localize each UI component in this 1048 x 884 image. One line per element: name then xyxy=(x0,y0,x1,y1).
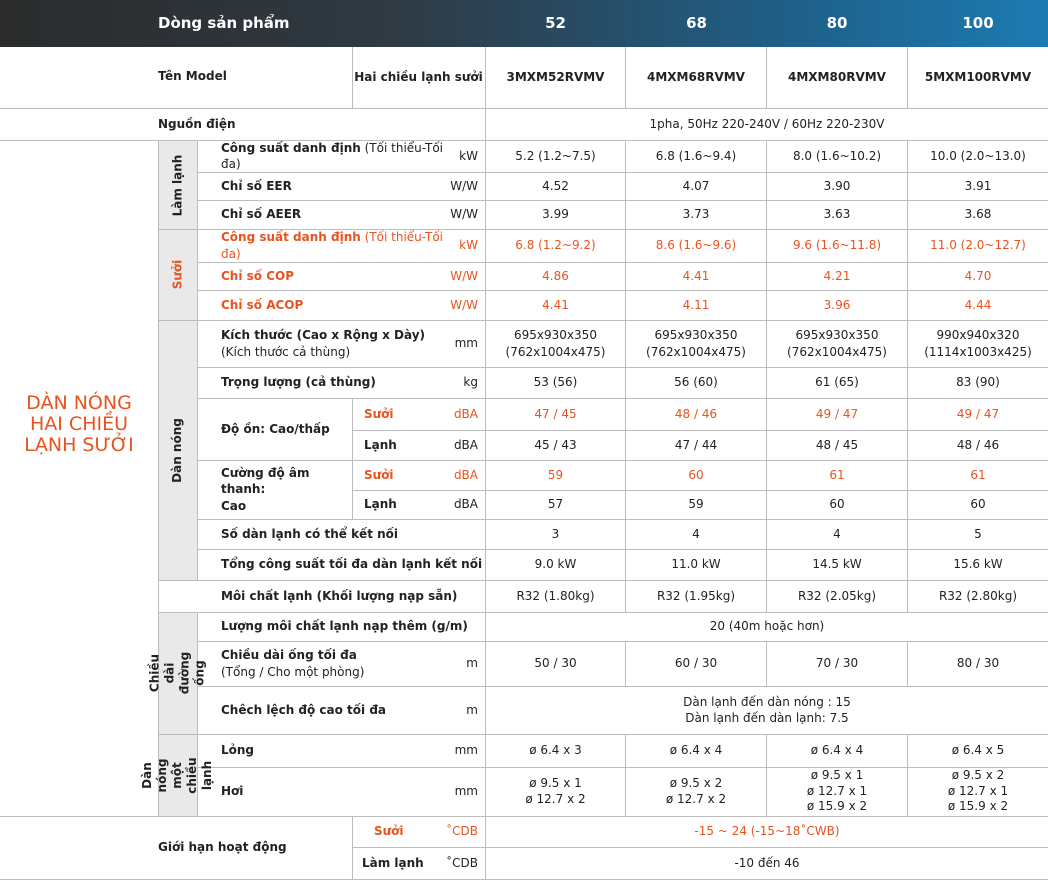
value-cell: 4.44 xyxy=(964,297,992,312)
value-cell: 4.11 xyxy=(682,297,710,312)
value-cell: 59 xyxy=(547,467,564,482)
group-label-cooling: Làm lạnh xyxy=(170,154,185,216)
unit: m xyxy=(466,702,478,717)
header-col-1: 52 xyxy=(545,14,566,32)
value-cell: 4.41 xyxy=(682,268,710,283)
value-cell: R32 (1.95kg) xyxy=(656,588,736,603)
value-cell: 3.63 xyxy=(823,207,851,222)
value-cell: 4.70 xyxy=(964,268,992,283)
model-sub-label: Hai chiều lạnh sưởi xyxy=(354,70,483,85)
group-label-single-cooling: Dàn nóng một chiều lạnh xyxy=(140,756,214,794)
unit: kg xyxy=(463,375,478,390)
value-cell: 61 (65) xyxy=(815,375,859,390)
header-col-2: 68 xyxy=(686,14,707,32)
unit: kW xyxy=(459,148,478,163)
row-label-operating-limits: Giới hạn hoạt động xyxy=(158,840,287,855)
row-label-extra-charge: Lượng môi chất lạnh nạp thêm (g/m) xyxy=(221,619,468,634)
row-label-total: Tổng công suất tối đa dàn lạnh kết nối xyxy=(221,557,483,572)
row-label-noise: Độ ồn: Cao/thấp xyxy=(221,421,330,436)
unit: mm xyxy=(454,784,478,799)
value-cell: 4.21 xyxy=(823,268,851,283)
value-cell: R32 (2.80kg) xyxy=(938,588,1018,603)
value-cell: 11.0 (2.0~12.7) xyxy=(930,238,1026,253)
value-cell: 4.52 xyxy=(542,178,569,193)
value-cell: ø 6.4 x 4 xyxy=(810,743,864,758)
value-cell: ø 9.5 x 2 ø 12.7 x 1 ø 15.9 x 2 xyxy=(947,768,1009,814)
value-cell: 45 / 43 xyxy=(534,437,577,452)
unit: dBA xyxy=(453,467,478,482)
value-cell: 990x940x320 (1114x1003x425) xyxy=(924,328,1032,359)
value-cell: ø 6.4 x 4 xyxy=(669,743,723,758)
row-label-sound: Cường độ âm thanh: Cao xyxy=(221,466,310,513)
value-cell: 695x930x350 (762x1004x475) xyxy=(646,328,746,359)
group-label-heating: Sưởi xyxy=(169,259,184,290)
power-value: 1pha, 50Hz 220-240V / 60Hz 220-230V xyxy=(649,116,885,131)
row-label-units: Số dàn lạnh có thể kết nối xyxy=(221,526,399,541)
value-cell: R32 (1.80kg) xyxy=(516,588,595,603)
value-cell: 3.90 xyxy=(823,178,851,193)
unit: W/W xyxy=(450,268,478,283)
value-cell: 3.73 xyxy=(682,207,710,222)
row-label-weight: Trọng lượng (cả thùng) xyxy=(221,375,376,390)
header-title: Dòng sản phẩm xyxy=(158,14,290,32)
row-label-gas: Hơi xyxy=(221,784,244,799)
sub-label-heat: Sưởi xyxy=(364,467,394,482)
unit: dBA xyxy=(453,437,478,452)
value-cell: 59 xyxy=(688,497,704,512)
value-cell: 8.6 (1.6~9.6) xyxy=(655,238,737,253)
row-label-aeer: Chỉ số AEER xyxy=(221,207,302,222)
value-cell: 60 / 30 xyxy=(674,656,718,671)
value-cell: ø 6.4 x 3 xyxy=(529,743,582,758)
value-cell: 50 / 30 xyxy=(534,656,577,671)
value-cell: ø 9.5 x 1 ø 12.7 x 2 xyxy=(525,775,586,806)
value-cell: 4 xyxy=(692,526,700,541)
unit: W/W xyxy=(450,207,478,222)
value-cell: 49 / 47 xyxy=(815,406,859,421)
unit: kW xyxy=(459,238,478,253)
value-cell: 6.8 (1.6~9.4) xyxy=(655,148,737,163)
unit: W/W xyxy=(450,297,478,312)
value-cell: 48 / 45 xyxy=(815,437,859,452)
value-cell: 9.6 (1.6~11.8) xyxy=(792,238,882,253)
value-cell: 80 / 30 xyxy=(956,656,1000,671)
value-cell: 6.8 (1.2~9.2) xyxy=(515,238,596,253)
value-cell: 20 (40m hoặc hơn) xyxy=(709,619,825,634)
unit: W/W xyxy=(450,178,478,193)
sub-label-cool: Làm lạnh xyxy=(362,855,424,870)
value-cell: 14.5 kW xyxy=(812,557,862,572)
unit: dBA xyxy=(453,406,478,421)
row-label-eer: Chỉ số EER xyxy=(221,178,292,193)
value-cell: 83 (90) xyxy=(956,375,1000,390)
value-cell: Dàn lạnh đến dàn nóng : 15 Dàn lạnh đến dàn lạnh: 7.5 xyxy=(683,694,851,725)
unit: m xyxy=(466,656,478,671)
value-cell: 48 / 46 xyxy=(956,437,1000,452)
row-label-cool-capacity: Công suất danh định (Tối thiểu-Tối đa) xyxy=(221,140,443,171)
value-cell: 3.68 xyxy=(964,207,992,222)
sub-label-heat: Sưởi xyxy=(374,824,404,839)
row-label-acop: Chỉ số ACOP xyxy=(221,297,304,312)
header-col-3: 80 xyxy=(826,14,848,32)
value-cell: 10.0 (2.0~13.0) xyxy=(930,148,1026,163)
value-cell: 5 xyxy=(974,526,982,541)
value-cell: 3.91 xyxy=(964,178,992,193)
row-label-pipe-length: Chiều dài ống tối đa (Tổng / Cho một phòng) xyxy=(221,648,365,679)
value-cell: 4.86 xyxy=(542,268,569,283)
group-label-outdoor: Dàn nóng xyxy=(170,417,185,483)
unit: mm xyxy=(454,743,478,758)
value-cell: 47 / 45 xyxy=(534,406,577,421)
row-label-cop: Chỉ số COP xyxy=(221,268,295,283)
unit: dBA xyxy=(453,497,478,512)
value-cell: 695x930x350 (762x1004x475) xyxy=(505,328,606,359)
value-cell: 695x930x350 (762x1004x475) xyxy=(787,328,887,359)
value-cell: 47 / 44 xyxy=(674,437,718,452)
value-cell: 49 / 47 xyxy=(956,406,1000,421)
sub-label-cool: Lạnh xyxy=(364,437,397,452)
value-cell: 61 xyxy=(829,467,845,482)
row-label-height: Chêch lệch độ cao tối đa xyxy=(221,702,387,717)
value-cell: 11.0 kW xyxy=(671,557,721,572)
value-cell: ø 9.5 x 1 ø 12.7 x 1 ø 15.9 x 2 xyxy=(806,768,868,814)
unit: mm xyxy=(454,336,478,351)
value-cell: 56 (60) xyxy=(674,375,718,390)
row-label-refrigerant: Môi chất lạnh (Khối lượng nạp sẵn) xyxy=(221,588,458,603)
header-col-4: 100 xyxy=(962,14,994,32)
value-cell: 3.96 xyxy=(823,297,851,312)
value-cell: 57 xyxy=(547,497,564,512)
row-label-liquid: Lỏng xyxy=(221,743,255,758)
value-cell: 9.0 kW xyxy=(534,557,577,572)
value-cell: 4.07 xyxy=(682,178,710,193)
unit: ˚CDB xyxy=(446,824,478,839)
value-cell: 8.0 (1.6~10.2) xyxy=(792,148,882,163)
table-header-bar xyxy=(0,0,1048,47)
value-cell: 60 xyxy=(688,467,704,482)
value-cell: 3 xyxy=(551,526,560,541)
group-label-pipe: Chiều dài đường ống xyxy=(147,651,207,695)
value-cell: 5.2 (1.2~7.5) xyxy=(515,148,596,163)
model-value: 5MXM100RVMV xyxy=(924,70,1032,85)
value-cell: R32 (2.05kg) xyxy=(797,588,877,603)
value-cell: 60 xyxy=(970,497,986,512)
model-value: 3MXM52RVMV xyxy=(506,70,605,85)
sub-label-cool: Lạnh xyxy=(364,497,397,512)
value-cell: 4 xyxy=(833,526,841,541)
value-cell: 3.99 xyxy=(542,207,569,222)
value-cell: 61 xyxy=(970,467,986,482)
value-cell: 70 / 30 xyxy=(815,656,859,671)
power-label: Nguồn điện xyxy=(158,116,236,131)
value-cell: ø 9.5 x 2 ø 12.7 x 2 xyxy=(665,775,727,806)
value-cell: -10 đến 46 xyxy=(734,855,800,870)
value-cell: 48 / 46 xyxy=(674,406,718,421)
model-label: Tên Model xyxy=(158,68,227,83)
value-cell: 4.41 xyxy=(542,297,569,312)
value-cell: ø 6.4 x 5 xyxy=(951,743,1005,758)
row-label-heat-capacity: Công suất danh định (Tối thiểu-Tối đa) xyxy=(221,230,443,261)
model-value: 4MXM80RVMV xyxy=(788,70,886,85)
value-cell: -15 ~ 24 (-15~18˚CWB) xyxy=(694,824,840,839)
sub-label-heat: Sưởi xyxy=(364,406,394,421)
unit: ˚CDB xyxy=(446,855,478,870)
value-cell: 60 xyxy=(829,497,845,512)
model-value: 4MXM68RVMV xyxy=(647,70,745,85)
row-label-dimensions: Kích thước (Cao x Rộng x Dày) (Kích thước cả thùng) xyxy=(221,328,426,359)
value-cell: 15.6 kW xyxy=(953,557,1003,572)
section-title: DÀN NÓNG HAI CHIỀU LẠNH SƯỞI xyxy=(24,392,134,456)
value-cell: 53 (56) xyxy=(533,375,578,390)
